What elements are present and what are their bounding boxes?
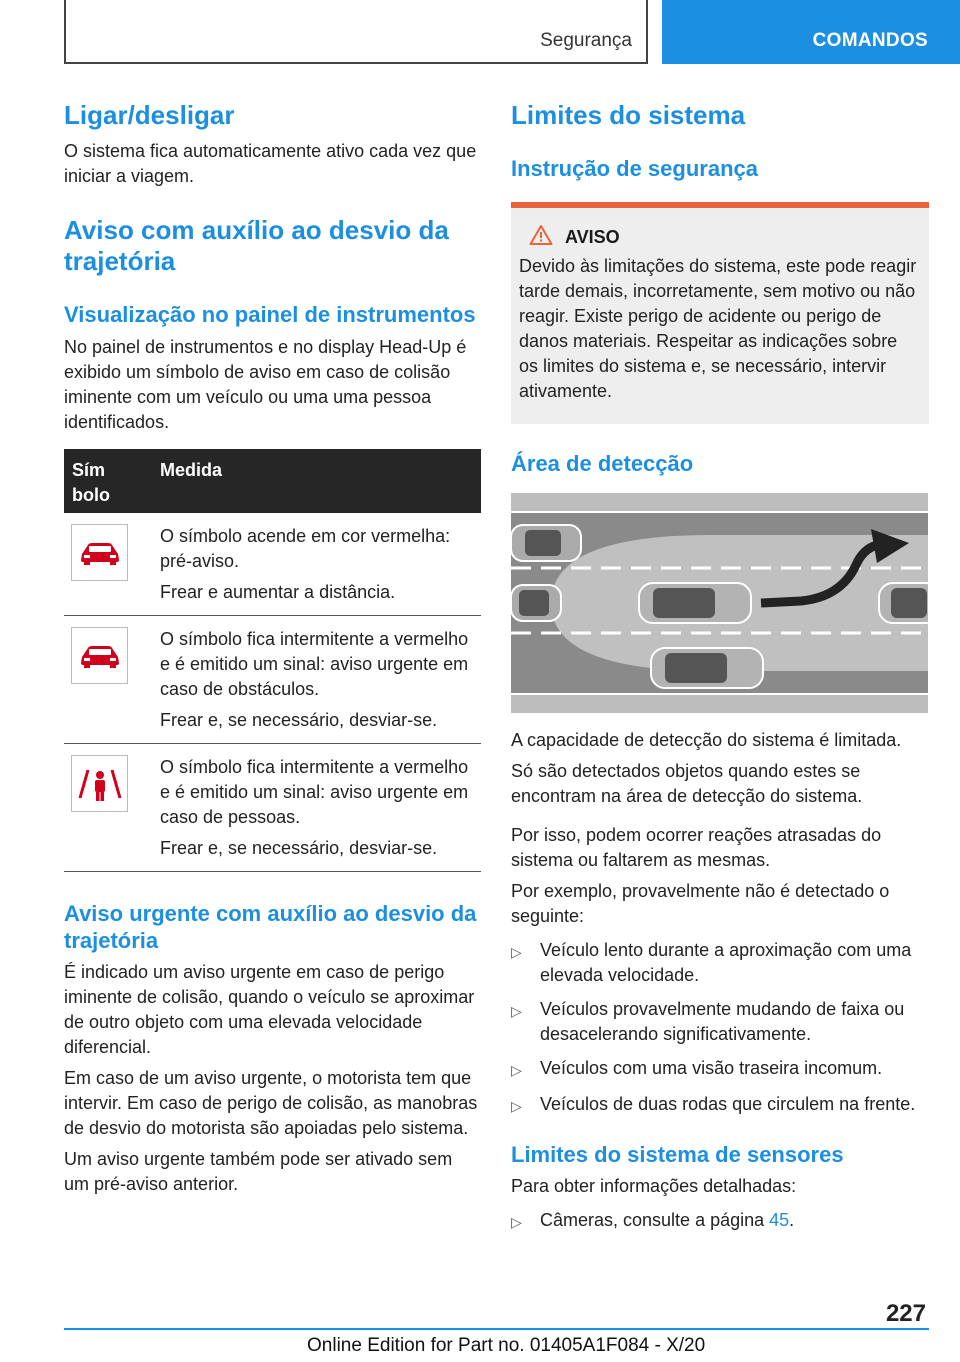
header-section-box bbox=[64, 0, 648, 64]
heading-detection-area: Área de detecção bbox=[511, 451, 694, 476]
car-warning-red-icon bbox=[71, 524, 128, 581]
header-chapter-tab[interactable] bbox=[662, 0, 960, 64]
list-item: ▷ Veículo lento durante a aproximação com uma elevada velocidade. bbox=[511, 938, 929, 988]
paragraph-urgent-1: É indicado um aviso urgente em caso de perigo iminente de colisão, quando o veículo se aproximar de outro objeto com uma elevada velocidade diferencial. bbox=[64, 962, 475, 1057]
triangle-bullet-icon: ▷ bbox=[511, 1003, 522, 1019]
car bbox=[511, 525, 581, 561]
footer-divider bbox=[64, 1328, 929, 1330]
heading-display: Visualização no painel de instrumentos bbox=[64, 302, 476, 327]
table-header-symbol: Símbolo bbox=[72, 460, 110, 505]
table-row bbox=[64, 744, 481, 872]
car bbox=[879, 583, 928, 623]
table-row-action: Frear e aumentar a distância. bbox=[160, 582, 396, 602]
paragraph-urgent-2: Em caso de um aviso urgente, o motorista tem que intervir. Em caso de perigo de colisão, as manobras de desvio do motorista são apoiadas pelo sistema. bbox=[64, 1068, 478, 1138]
paragraph-on-off: O sistema fica automaticamente ativo cada vez que iniciar a viagem. bbox=[64, 141, 477, 186]
left-column bbox=[64, 100, 481, 1197]
paragraph-detection-3: Por isso, podem ocorrer reações atrasadas do sistema ou faltarem as mesmas. bbox=[511, 825, 882, 870]
table-row-text: O símbolo fica intermitente a vermelho e é emitido um sinal: aviso urgente em caso de pessoas. bbox=[160, 757, 469, 827]
table-row-text: O símbolo fica intermitente a vermelho e é emitido um sinal: aviso urgente em caso de obstáculos. bbox=[160, 629, 469, 699]
page-reference-link[interactable]: 45 bbox=[769, 1210, 790, 1230]
page-number: 227 bbox=[885, 1300, 926, 1327]
heading-urgent-warning: Aviso urgente com auxílio ao desvio da trajetória bbox=[64, 901, 477, 953]
car bbox=[511, 585, 561, 621]
warning-title: AVISO bbox=[565, 226, 620, 247]
heading-sensor-limits: Limites do sistema de sensores bbox=[511, 1142, 844, 1167]
pedestrian-warning-icon bbox=[71, 755, 128, 812]
header-section-title: Segurança bbox=[540, 30, 632, 51]
triangle-bullet-icon: ▷ bbox=[511, 1062, 522, 1078]
table-row-text: O símbolo acende em cor vermelha: pré-aviso. bbox=[160, 526, 451, 571]
heading-on-off: Ligar/desligar bbox=[64, 100, 235, 130]
warning-box bbox=[511, 202, 929, 424]
car bbox=[639, 583, 751, 623]
table-header-measure: Medida bbox=[160, 460, 223, 480]
car-warning-flashing-icon bbox=[71, 627, 128, 684]
paragraph-display: No painel de instrumentos e no display Head-Up é exibido um símbolo de aviso em caso de colisão iminente com um veículo ou uma uma pessoa identificados. bbox=[64, 337, 467, 432]
paragraph-urgent-3: Um aviso urgente também pode ser ativado sem um pré-aviso anterior. bbox=[64, 1149, 453, 1194]
table-header bbox=[64, 449, 481, 513]
triangle-bullet-icon: ▷ bbox=[511, 1098, 522, 1114]
heading-avoidance-warning: Aviso com auxílio ao desvio da trajetória bbox=[64, 215, 449, 276]
heading-system-limits: Limites do sistema bbox=[511, 100, 746, 130]
paragraph-detection-1: A capacidade de detecção do sistema é limitada. bbox=[511, 730, 902, 750]
paragraph-detection-2: Só são detectados objetos quando estes se encontram na área de detecção do sistema. bbox=[511, 761, 863, 806]
table-row-action: Frear e, se necessário, desviar-se. bbox=[160, 838, 438, 858]
symbol-table bbox=[64, 449, 481, 872]
list-item: ▷ Veículos provavelmente mudando de faixa ou desacelerando significativamente. bbox=[511, 997, 929, 1047]
triangle-bullet-icon: ▷ bbox=[511, 944, 522, 960]
list-item: ▷ Câmeras, consulte a página 45. bbox=[511, 1208, 929, 1235]
table-row bbox=[64, 616, 481, 744]
list-item: ▷ Veículos com uma visão traseira incomum. bbox=[511, 1056, 929, 1083]
warning-triangle-icon bbox=[529, 224, 553, 251]
paragraph-sensors: Para obter informações detalhadas: bbox=[511, 1176, 797, 1196]
heading-safety-note: Instrução de segurança bbox=[511, 156, 758, 181]
paragraph-detection-4: Por exemplo, provavelmente não é detectado o seguinte: bbox=[511, 881, 890, 926]
triangle-bullet-icon: ▷ bbox=[511, 1214, 522, 1230]
car bbox=[651, 648, 763, 688]
right-column bbox=[511, 100, 929, 1235]
detection-area-illustration bbox=[511, 493, 929, 718]
table-row-action: Frear e, se necessário, desviar-se. bbox=[160, 710, 438, 730]
detection-bullet-list bbox=[511, 938, 929, 1119]
list-item: ▷ Veículos de duas rodas que circulem na frente. bbox=[511, 1092, 929, 1119]
edition-note: Online Edition for Part no. 01405A1F084 - X/20 bbox=[307, 1335, 706, 1356]
sensor-bullet-list bbox=[511, 1208, 929, 1235]
header-chapter-label: COMANDOS bbox=[812, 30, 928, 51]
table-row bbox=[64, 513, 481, 616]
warning-text: Devido às limitações do sistema, este pode reagir tarde demais, incorretamente, sem motivo ou não reagir. Existe perigo de acidente ou perigo de danos materiais. Respeitar as indicações sobre os limites do sistema e, se necessário, intervir ativamente. bbox=[519, 256, 917, 401]
